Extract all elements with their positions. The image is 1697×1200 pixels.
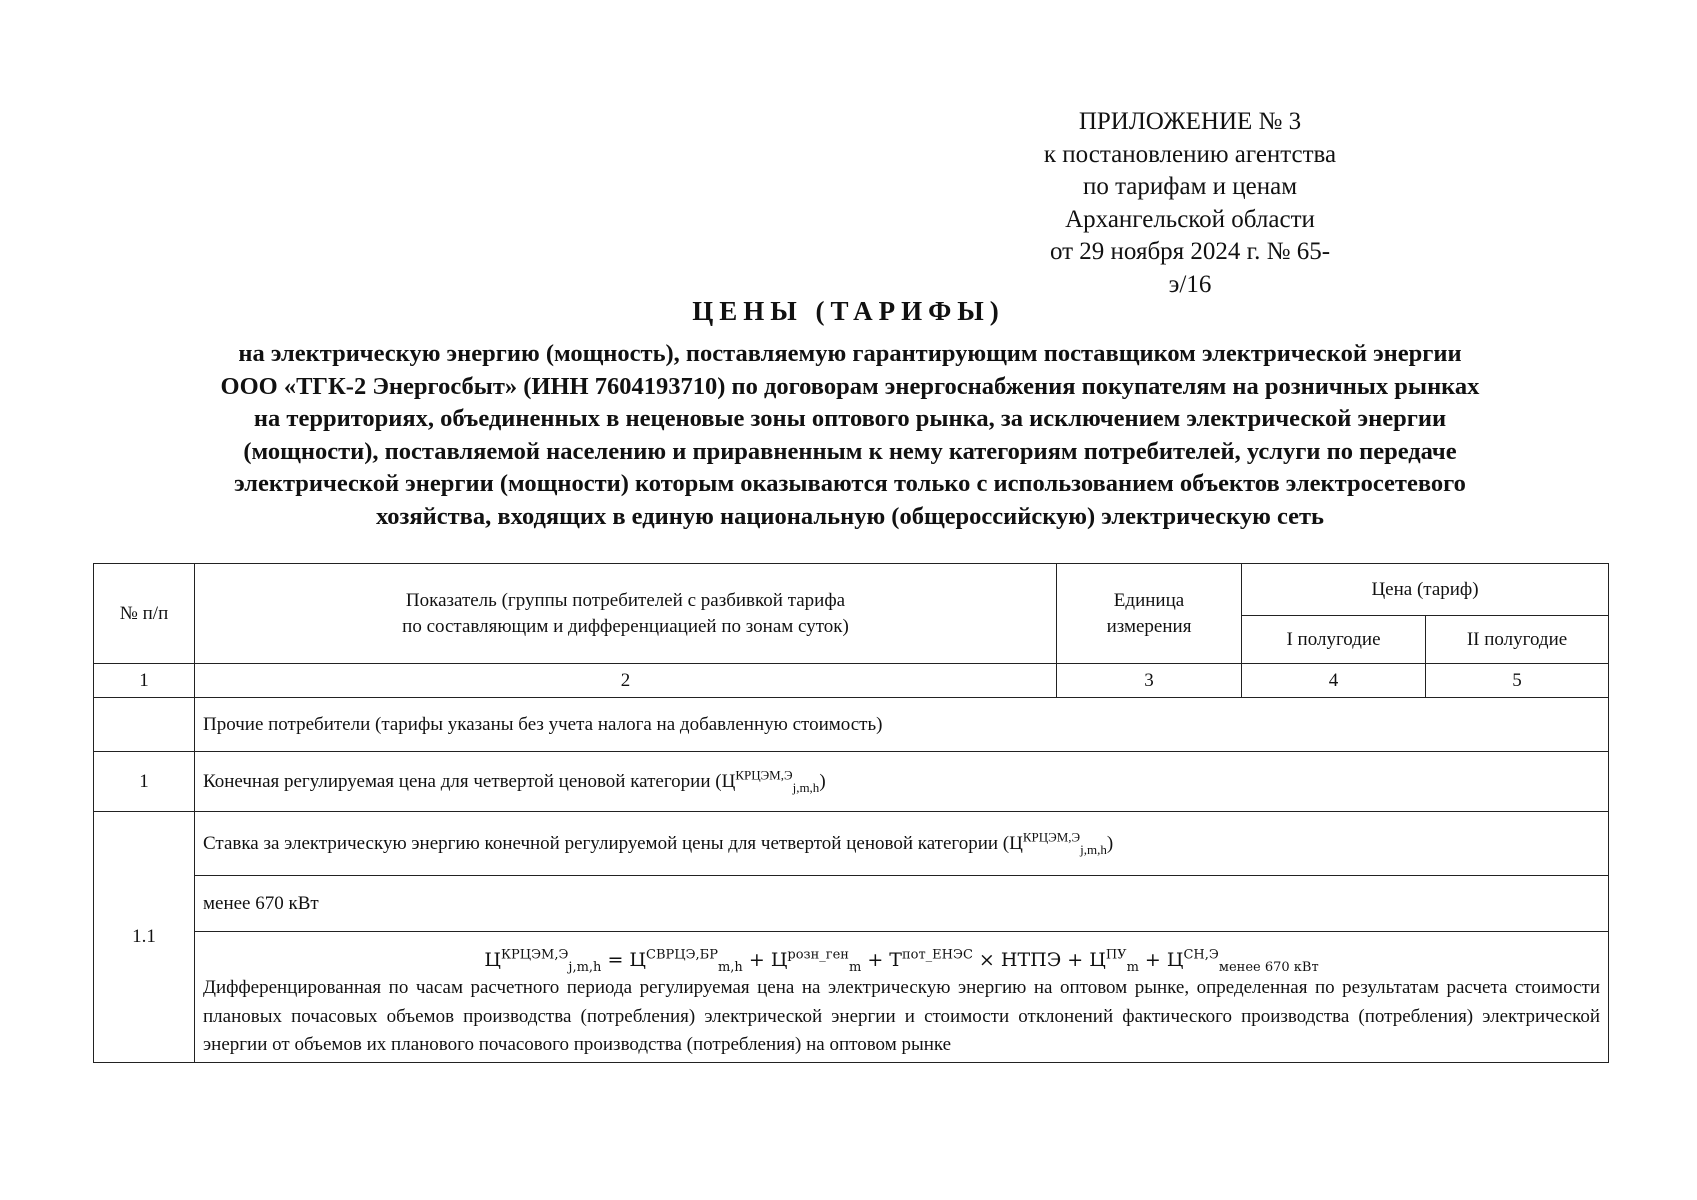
- header-unit: [1057, 564, 1242, 664]
- price-symbol: Ц: [1009, 833, 1023, 854]
- formula-operator: × НТПЭ +: [972, 949, 1090, 971]
- price-superscript: КРЦЭМ,Э: [735, 767, 793, 783]
- price-subscript: j,m,h: [1080, 841, 1107, 857]
- table-row: [94, 752, 1609, 812]
- row-label-close: ): [819, 771, 826, 792]
- appendix-ref-line: Архангельской области: [1065, 205, 1315, 233]
- header-indicator-line: по составляющим и дифференциацией по зонам суток): [402, 615, 849, 637]
- formula-subscript: m: [848, 959, 862, 975]
- document-subtitle: [120, 338, 1580, 533]
- subtitle-line: на территориях, объединенных в неценовые зоны оптового рынка, за исключением электрической энергии: [253, 405, 1447, 432]
- table-row: [94, 812, 1609, 876]
- column-number: 1: [94, 664, 195, 698]
- document-title: ЦЕНЫ (ТАРИФЫ): [692, 296, 1005, 326]
- formula-symbol: Т: [889, 949, 902, 971]
- table-row: [94, 876, 1609, 932]
- header-indicator: [195, 564, 1057, 664]
- tariff-table: [93, 563, 1609, 1063]
- formula-subscript: менее 670 кВт: [1218, 959, 1319, 975]
- column-number: 2: [195, 664, 1057, 698]
- row-label-text: Ставка за электрическую энергию конечной регулируемой цены для четвертой ценовой категории (: [203, 833, 1010, 854]
- formula-operator: =: [601, 949, 630, 971]
- formula-symbol: Ц: [1166, 949, 1184, 971]
- row-label-close: ): [1106, 833, 1114, 854]
- appendix-date: от 29 ноября 2024 г. № 65-э/16: [1049, 238, 1331, 298]
- appendix-number: ПРИЛОЖЕНИЕ № 3: [1078, 108, 1302, 135]
- column-number-row: [94, 664, 1609, 698]
- subtitle-line: ООО «ТГК-2 Энергосбыт» (ИНН 7604193710) по договорам энергоснабжения покупателям на розничных рынках: [220, 372, 1480, 400]
- formula-cell: [195, 932, 1609, 1063]
- subtitle-line: на электрическую энергию (мощность), поставляемую гарантирующим поставщиком электрической энергии: [238, 340, 1462, 367]
- header-num: № п/п: [94, 564, 195, 664]
- column-number: 4: [1242, 664, 1426, 698]
- subtitle-line: хозяйства, входящих в единую национальную (общероссийскую) электрическую сеть: [375, 502, 1324, 530]
- header-indicator-line: Показатель (группы потребителей с разбивкой тарифа: [405, 589, 846, 611]
- appendix-ref-line: к постановлению агентства: [1043, 140, 1337, 168]
- header-half2: II полугодие: [1426, 616, 1609, 664]
- column-number: 5: [1426, 664, 1609, 698]
- price-formula: [203, 932, 1600, 974]
- formula-operator: +: [1138, 949, 1167, 971]
- price-subscript: j,m,h: [792, 779, 820, 795]
- price-symbol: Ц: [721, 771, 736, 792]
- subtitle-line: (мощности), поставляемой населению и приравненным к нему категориям потребителей, услуги по передаче: [243, 437, 1457, 465]
- formula-superscript: ПУ: [1105, 947, 1127, 963]
- table-header-row: [94, 564, 1609, 616]
- header-price: Цена (тариф): [1242, 564, 1609, 616]
- row-label: [195, 752, 1609, 812]
- subtitle-line: электрической энергии (мощности) которым оказываются только с использованием объектов электросетевого: [234, 470, 1466, 497]
- formula-subscript: j,m,h: [568, 959, 602, 975]
- row-label: [195, 812, 1609, 876]
- appendix-ref-line: по тарифам и ценам: [1082, 173, 1298, 200]
- row-number: 1.1: [94, 812, 195, 1063]
- appendix-header: [1040, 106, 1340, 301]
- header-unit-line: Единица: [1113, 589, 1185, 611]
- price-superscript: КРЦЭМ,Э: [1022, 829, 1081, 845]
- table-row: [94, 698, 1609, 752]
- formula-superscript: СН,Э: [1183, 947, 1219, 963]
- table-row: [94, 932, 1609, 1063]
- formula-symbol: Ц: [484, 949, 501, 971]
- sub-label: менее 670 кВт: [195, 876, 1609, 932]
- formula-symbol: Ц: [770, 949, 788, 971]
- formula-description: Дифференцированная по часам расчетного периода регулируемая цена на электрическую энергию на оптовом рынке, определенная по результатам расчета стоимости плановых почасовых объемов производства (потребления) электрической энергии и стоимости отклонений фактического производства (потребления) электрической энергии от объемов их планового почасового производства (потребления) на оптовом рынке: [203, 977, 1601, 1055]
- row-number: 1: [94, 752, 195, 812]
- formula-superscript: КРЦЭМ,Э: [500, 947, 569, 963]
- formula-superscript: СВРЦЭ,БР: [646, 947, 718, 963]
- formula-subscript: m,h: [717, 959, 743, 975]
- section-label: Прочие потребители (тарифы указаны без учета налога на добавленную стоимость): [195, 698, 1609, 752]
- empty-cell: [94, 698, 195, 752]
- formula-operator: +: [861, 949, 890, 971]
- formula-symbol: Ц: [1089, 949, 1106, 971]
- header-half1: I полугодие: [1242, 616, 1426, 664]
- formula-superscript: пот_ЕНЭС: [901, 947, 973, 963]
- column-number: 3: [1057, 664, 1242, 698]
- row-label-text: Конечная регулируемая цена для четвертой ценовой категории (: [203, 771, 722, 792]
- formula-symbol: Ц: [629, 949, 646, 971]
- formula-operator: +: [742, 949, 771, 971]
- formula-subscript: m: [1126, 959, 1139, 975]
- header-unit-line: измерения: [1106, 615, 1192, 637]
- formula-superscript: розн_ген: [787, 947, 849, 963]
